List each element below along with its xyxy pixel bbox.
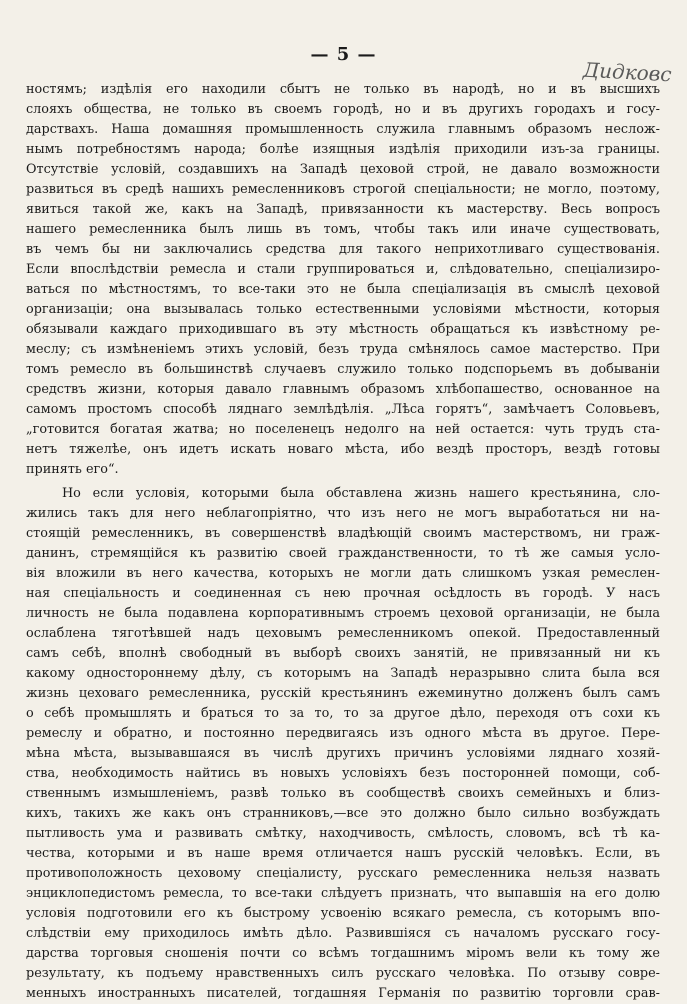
handwritten-margin-note: Дидковс [582,57,673,87]
text-line: противоположность цеховому спеціалисту, русскаго ремесленника нельзя назвать [26,866,660,881]
text-line: какому одностороннему дѣлу, съ которымъ на Западѣ неразрывно слита была вся [26,666,660,681]
text-line: ослаблена тяготѣвшей надъ цеховымъ ремесленникомъ опекой. Предоставленный [26,626,660,641]
text-line: менныхъ иностранныхъ писателей, тогдашняя Германія по развитію торговли срав- [26,986,660,1001]
text-line: обязывали каждаго приходившаго въ эту мѣстность обращаться къ извѣстному ре- [26,322,660,337]
text-line: дарства торговыя сношенія почти со всѣмъ тогдашнимъ міромъ вели къ тому же [26,946,660,961]
text-line: вія вложили въ него качества, которыхъ не могли дать слишкомъ узкая ремеслен- [26,566,660,581]
text-line: жились такъ для него неблагопріятно, что изъ него не могъ выработаться ни на- [26,506,660,521]
text-line: средствъ жизни, которыя давало главнымъ образомъ хлѣбопашество, основанное на [26,382,660,397]
text-line: „готовится богатая жатва; но поселенецъ недолго на ней остается: чуть трудъ ста- [26,422,660,437]
text-line: слояхъ общества, не только въ своемъ городѣ, но и въ другихъ городахъ и госу- [26,102,660,117]
body-text [26,80,660,1004]
paragraph-1 [26,80,660,480]
text-line: самомъ простомъ способѣ ляднаго землѣдѣлія. „Лѣса горятъ“, замѣчаетъ Соловьевъ, [26,402,660,417]
text-line: ностямъ; издѣлія его находили сбытъ не только въ народѣ, но и въ высшихъ [26,82,660,97]
text-line: Но если условія, которыми была обставлена жизнь нашего крестьянина, сло- [62,486,660,501]
paragraph-2 [26,484,660,1004]
text-line: ваться по мѣстностямъ, то все-таки это не была спеціализація въ смыслѣ цеховой [26,282,660,297]
text-line: Отсутствіе условій, создавшихъ на Западѣ цеховой строй, не давало возможности [26,162,660,177]
text-line: личность не была подавлена корпоративнымъ строемъ цеховой организаціи, не была [26,606,660,621]
text-line: ства, необходимость найтись въ новыхъ условіяхъ безъ посторонней помощи, соб- [26,766,660,781]
text-line: чества, которыми и въ наше время отличается нашъ русскій человѣкъ. Если, въ [26,846,660,861]
text-line: нашего ремесленника былъ лишь въ томъ, чтобы такъ или иначе существовать, [26,222,660,237]
text-line: меслу; съ измѣненіемъ этихъ условій, безъ труда смѣнялось самое мастерство. При [26,342,660,357]
page-number: — 5 — [310,44,377,65]
text-line: пытливость ума и развивать смѣтку, находчивость, смѣлость, словомъ, всѣ тѣ ка- [26,826,660,841]
text-line: слѣдствіи ему приходилось имѣть дѣло. Развившіяся съ началомъ русскаго госу- [26,926,660,941]
text-line: организаціи; она вызывалась только естественными условіями мѣстности, которыя [26,302,660,317]
text-line: томъ ремесло въ большинствѣ случаевъ служило только подспорьемъ въ добываніи [26,362,660,377]
text-line: стоящій ремесленникъ, въ совершенствѣ владѣющій своимъ мастерствомъ, ни граж- [26,526,660,541]
text-line: развиться въ средѣ нашихъ ремесленниковъ строгой спеціальности; не могло, поэтому, [26,182,660,197]
text-line: дарствахъ. Наша домашняя промышленность служила главнымъ образомъ неслож- [26,122,660,137]
text-line: условія подготовили его къ быстрому усвоенію всякаго ремесла, съ которымъ впо- [26,906,660,921]
text-line: нымъ потребностямъ народа; болѣе изящныя издѣлія приходили изъ-за границы. [26,142,660,157]
text-line: явиться такой же, какъ на Западѣ, привязанности къ мастерству. Весь вопросъ [26,202,660,217]
text-line: Если впослѣдствіи ремесла и стали группироваться и, слѣдовательно, спеціализиро- [26,262,660,277]
text-line: данинъ, стремящійся къ развитію своей гражданственности, то тѣ же самыя усло- [26,546,660,561]
text-line: самъ себѣ, вполнѣ свободный въ выборѣ своихъ занятій, не привязанный ни къ [26,646,660,661]
text-line: жизнь цеховаго ремесленника, русскій крестьянинъ ежеминутно долженъ былъ самъ [26,686,660,701]
text-line: энциклопедистомъ ремесла, то все-таки слѣдуетъ признать, что выпавшія на его долю [26,886,660,901]
text-line: мѣна мѣста, вызывавшаяся въ числѣ другихъ причинъ условіями ляднаго хозяй- [26,746,660,761]
text-line: кихъ, такихъ же какъ онъ странниковъ,—все это должно было сильно возбуждать [26,806,660,821]
text-line: нетъ тяжелѣе, онъ идетъ искать новаго мѣста, ибо вездѣ просторъ, вездѣ готовы [26,442,660,457]
text-line: въ чемъ бы ни заключались средства для такого неприхотливаго существованія. [26,242,660,257]
text-line: ремеслу и обратно, и постоянно передвигаясь изъ одного мѣста въ другое. Пере- [26,726,660,741]
text-line: ная спеціальность и соединенная съ нею прочная осѣдлость въ городѣ. У насъ [26,586,660,601]
text-line: о себѣ промышлять и браться то за то, то за другое дѣло, переходя отъ сохи къ [26,706,660,721]
text-line: принять его“. [26,462,119,477]
text-line: результату, къ подъему нравственныхъ силъ русскаго человѣка. По отзыву совре- [26,966,660,981]
text-line: ственнымъ измышленіемъ, развѣ только въ сообществѣ своихъ семейныхъ и близ- [26,786,660,801]
